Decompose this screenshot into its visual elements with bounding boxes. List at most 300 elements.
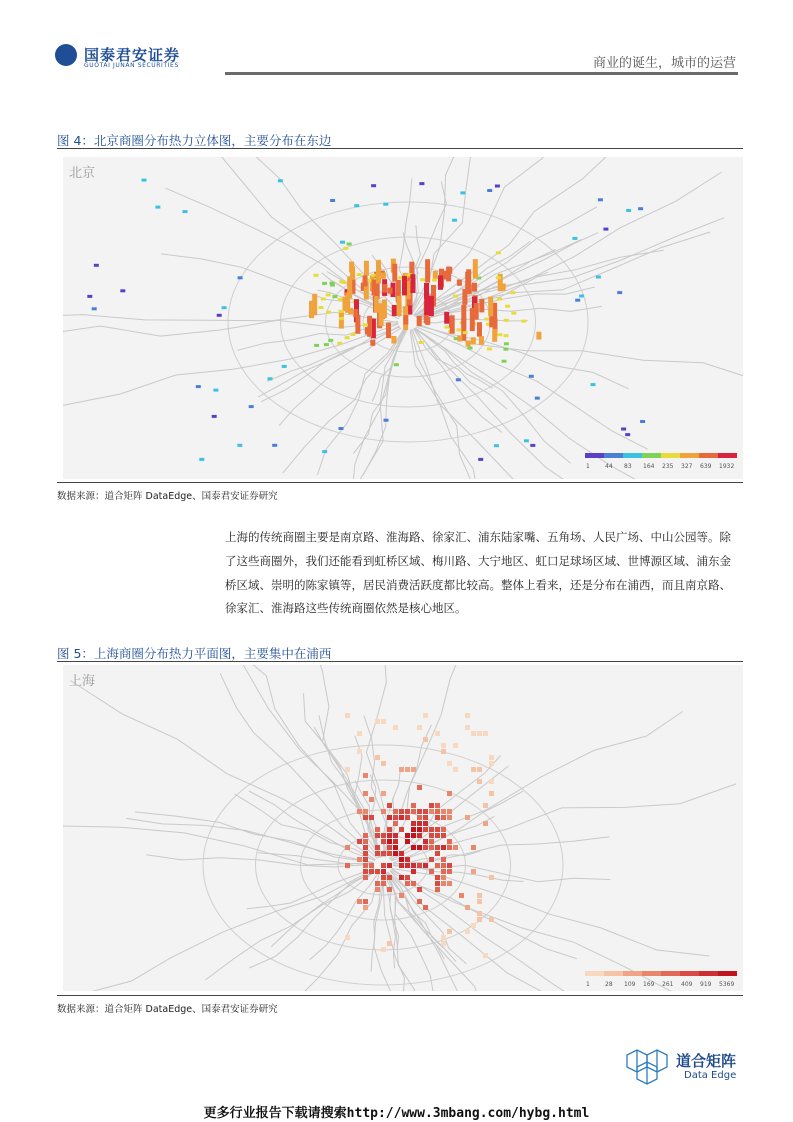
heat-cell [489,917,494,922]
heat-cell [393,851,398,856]
dataedge-name-cn: 道合矩阵 [676,1052,737,1070]
heat-bar [394,363,399,366]
heat-bar [249,405,254,408]
heat-cell [363,839,368,844]
heat-cell [465,815,470,820]
heat-cell [489,755,494,760]
heat-cell [477,899,482,904]
heat-bar [487,348,492,351]
heat-bar [497,298,502,301]
heat-cell [387,803,392,808]
heat-cell [357,857,362,862]
heat-cell [417,863,422,868]
heat-bar [354,204,359,207]
heat-cell [375,833,380,838]
heat-cell [387,839,392,844]
heat-bar [142,179,147,182]
heat-cell [441,833,446,838]
figure4-bottom-rule [57,482,743,483]
heat-cell [363,851,368,856]
heat-bar [351,333,356,336]
heat-bar [384,419,389,422]
heat-bar [536,332,541,340]
header-divider [225,72,738,75]
beijing-heat-map [63,157,743,479]
heat-bar [505,305,510,308]
heat-cell [459,893,464,898]
heat-cell [393,821,398,826]
heat-bar [626,209,631,212]
heat-cell [405,863,410,868]
heat-bar [617,291,622,294]
heat-cell [483,731,488,736]
road [414,157,579,315]
legend-label: 83 [624,463,632,470]
beijing-map-svg [63,157,743,479]
heat-bar [460,191,465,194]
heat-bar [438,275,443,289]
legend-label: 235 [662,463,674,470]
heat-bar [596,276,601,279]
heat-cell [423,815,428,820]
heat-bar [324,343,329,346]
heat-cell [483,953,488,958]
heat-cell [429,833,434,838]
heat-cell [435,881,440,886]
heat-bar [364,261,369,276]
heat-bar [314,274,319,277]
heat-cell [393,833,398,838]
heat-bar [473,259,478,278]
heat-cell [429,809,434,814]
heat-bar [343,297,348,312]
heat-cell [411,845,416,850]
heat-bar [237,444,242,447]
heat-cell [477,767,482,772]
heat-cell [369,815,374,820]
heat-bar [355,315,360,334]
heat-bar [530,444,535,447]
heat-bar [432,279,437,282]
heat-bar [410,274,415,293]
heat-cell [477,911,482,916]
heat-cell [447,815,452,820]
heat-cell [423,821,428,826]
legend-swatch [642,453,661,458]
heat-cell [435,815,440,820]
heat-cell [429,839,434,844]
heat-bar [456,378,461,381]
heat-cell [411,881,416,886]
legend-swatch [585,971,604,976]
heat-bar [572,237,577,240]
heat-cell [447,809,452,814]
heat-bar [217,314,222,317]
heat-bar [621,428,626,431]
heat-cell [381,947,386,952]
heat-cell [411,863,416,868]
heat-bar [382,299,387,318]
heat-cell [381,881,386,886]
heat-bar [386,323,391,339]
heat-cell [441,863,446,868]
heat-cell [423,839,428,844]
heat-bar [321,298,326,301]
heat-cell [417,845,422,850]
heat-bar [381,273,386,279]
heat-cell [417,827,422,832]
heat-cell [357,809,362,814]
heat-bar [575,299,580,302]
legend-label: 327 [681,463,693,470]
shanghai-map-svg [63,665,743,991]
legend-label: 261 [662,981,674,988]
legend-label: 639 [700,463,712,470]
heat-cell [453,767,458,772]
heat-cell [357,839,362,844]
heat-bar [120,289,125,292]
heat-cell [435,809,440,814]
heat-bar [347,243,352,246]
heat-bar [484,318,489,321]
heat-bar [640,420,645,423]
heat-cell [429,869,434,874]
heat-bar [487,189,492,192]
heat-bar [339,280,344,283]
heat-bar [496,276,501,279]
heat-bar [376,260,381,284]
heat-cell [405,809,410,814]
heat-bar [638,207,643,210]
company-name-cn: 国泰君安证券 [84,46,181,64]
dataedge-name-en: Data Edge [684,1070,737,1081]
road [126,818,373,862]
heat-cell [447,869,452,874]
figure5-top-rule [57,661,743,662]
heat-bar [467,284,472,294]
heat-cell [471,731,476,736]
heat-cell [417,725,422,730]
heat-cell [405,767,410,772]
legend-swatch [661,453,680,458]
heat-cell [363,791,368,796]
heat-cell [435,887,440,892]
heat-cell [471,869,476,874]
heat-bar [504,334,509,337]
heat-bar [339,317,344,320]
heat-cell [381,875,386,880]
heat-bar [478,458,483,461]
heat-cell [345,767,350,772]
heat-bar [420,278,425,281]
heat-bar [371,184,376,187]
heat-bar [463,331,468,334]
heat-bar [471,337,476,344]
heat-cell [387,875,392,880]
heat-cell [471,923,476,928]
heat-cell [483,821,488,826]
heat-cell [435,851,440,856]
heat-bar [309,301,314,318]
heat-cell [399,815,404,820]
road [70,681,375,860]
heat-bar [183,210,188,213]
heat-bar [504,342,509,345]
heat-bar [417,316,422,326]
heat-cell [465,713,470,718]
heat-cell [363,815,368,820]
road [206,871,376,980]
heat-cell [423,863,428,868]
heat-bar [433,271,438,279]
road [84,869,374,991]
heat-cell [393,845,398,850]
heat-cell [363,875,368,880]
heat-bar [492,329,497,342]
heat-bar [326,293,331,296]
heat-cell [375,881,380,886]
heat-bar [461,305,466,328]
heat-cell [393,725,398,730]
heat-bar [278,179,283,182]
heat-bar [322,282,327,285]
heat-cell [399,767,404,772]
heat-bar [268,377,273,380]
legend-swatch [604,971,623,976]
heat-cell [441,815,446,820]
heat-cell [375,851,380,856]
heat-cell [369,863,374,868]
legend-swatch [718,971,737,976]
heat-bar [444,326,449,329]
heat-bar [503,348,508,351]
heat-cell [423,905,428,910]
heat-cell [423,845,428,850]
heat-cell [411,803,416,808]
heat-cell [435,875,440,880]
legend-label: 44 [605,463,613,470]
heat-cell [417,785,422,790]
heat-bar [495,185,500,188]
heat-cell [399,857,404,862]
road-network [63,157,743,479]
heat-cell [375,755,380,760]
road [314,727,380,857]
heat-cell [447,863,452,868]
heat-bar [372,279,377,295]
heat-cell [465,905,470,910]
heat-cell [441,941,446,946]
heat-cell [399,893,404,898]
heat-cell [423,737,428,742]
heat-bar [392,264,397,282]
heat-bar [338,298,343,301]
road [63,813,373,865]
heat-cell [399,827,404,832]
footer-download-link[interactable]: 更多行业报告下载请搜索http://www.3mbang.com/hybg.html [203,1106,590,1121]
heat-cell [429,827,434,832]
heat-cell [441,935,446,940]
heat-bar [322,450,327,453]
heat-bar [330,284,335,287]
heat-bar [402,276,407,296]
heat-bar [340,241,345,244]
heat-cell [387,863,392,868]
heat-cell [411,827,416,832]
heat-cell [489,761,494,766]
legend-label: 169 [643,981,655,988]
heat-cell [387,887,392,892]
legend-label: 109 [624,981,636,988]
heat-cell [375,869,380,874]
heat-cell [345,863,350,868]
heat-bar [332,295,337,298]
legend-swatch [623,971,642,976]
heat-bar [453,295,458,298]
heat-bar [472,283,477,292]
heat-bar [535,397,540,400]
heat-cell [411,869,416,874]
heat-bar [502,360,507,363]
heat-bar [462,289,467,305]
heat-cell [399,851,404,856]
heat-bar [504,319,509,322]
company-logo-icon [55,44,77,66]
heat-cell [375,845,380,850]
heat-bar [419,341,424,344]
figure5-bottom-rule [57,995,743,996]
legend-swatch [718,453,737,458]
heat-cell [441,749,446,754]
heat-bar [238,276,243,279]
heat-cell [381,839,386,844]
heat-cell [477,731,482,736]
heat-bar [474,303,479,320]
heat-cell [387,845,392,850]
heat-bar [477,322,482,337]
heat-bar [388,288,393,294]
heat-bar [425,259,430,282]
company-name-en: GUOTAI JUNAN SECURITIES [84,62,179,69]
heat-cell [483,803,488,808]
heat-cell [357,749,362,754]
legend-label: 5369 [719,981,735,988]
heat-cell [405,839,410,844]
heat-bar [466,341,471,347]
heat-bar [363,275,368,286]
heat-cell [417,887,422,892]
legend-swatch [661,971,680,976]
heat-cell [381,791,386,796]
heat-cell [423,809,428,814]
heat-cell [363,833,368,838]
legend-label: 409 [681,981,693,988]
heat-cell [477,779,482,784]
heat-cell [465,725,470,730]
heat-cell [357,731,362,736]
heat-cell [363,869,368,874]
heat-bar [488,297,493,317]
heat-cell [417,809,422,814]
heat-cell [441,875,446,880]
heat-cell [417,821,422,826]
heat-bar [447,267,452,274]
heat-bar [457,335,462,341]
body-paragraph: 上海的传统商圈主要是南京路、淮海路、徐家汇、浦东陆家嘴、五角场、人民广场、中山公园等。除了这些商圈外，我们还能看到虹桥区域、梅川路、大宁地区、虹口足球场区域、世博源区域、浦东金桥区域、崇明的陈家镇等，居民消费活跃度都比较高。整体上看来，还是分布在浦西，而且南京路、徐家汇、淮海路这些传统商圈依然是核心地区。 [225,530,731,616]
heat-cell [441,809,446,814]
heat-bar [479,299,484,313]
road [146,855,373,867]
heat-bar [511,312,516,315]
heat-cell [345,713,350,718]
heat-cell [441,881,446,886]
heat-cell [381,851,386,856]
beijing-city-label: 北京 [69,166,96,181]
heat-bar [392,305,397,316]
heat-bar [598,198,603,201]
heat-cell [441,869,446,874]
legend-swatch [680,971,699,976]
heat-cell [381,833,386,838]
heat-cell [441,743,446,748]
heat-bar [314,344,319,347]
heat-bar [424,293,429,315]
heat-cell [381,863,386,868]
heat-cell [417,815,422,820]
road [331,330,406,479]
heat-bar [212,415,217,418]
heat-cell [363,809,368,814]
heat-bar [397,296,402,316]
heat-cell [405,857,410,862]
road [317,329,404,475]
heat-cell [453,845,458,850]
road [411,157,464,314]
heat-bar [403,315,408,324]
heat-cell [447,845,452,850]
heat-cell [489,875,494,880]
heat-bar [591,383,596,386]
heat-cell [489,779,494,784]
heat-cell [435,731,440,736]
heat-cell [399,863,404,868]
heat-bar [603,228,608,231]
heat-bar [479,336,484,345]
road [393,784,736,863]
heat-bar [370,340,375,346]
figure4-top-rule [57,148,743,149]
road [63,320,398,336]
legend-label: 1932 [719,463,735,470]
heat-bar [521,320,526,323]
heat-bar [345,336,350,339]
legend-label: 919 [700,981,712,988]
heat-bar [383,203,388,206]
heat-bar [357,273,362,276]
heat-bar [199,458,204,461]
heat-cell [381,719,386,724]
heat-cell [387,815,392,820]
heat-bar [213,389,218,392]
legend-swatch [585,453,604,458]
heat-cell [447,761,452,766]
heat-cell [435,827,440,832]
heat-cell [393,809,398,814]
heat-bar [382,284,387,293]
road [391,712,683,861]
heat-bar [363,323,368,326]
heat-cell [381,869,386,874]
